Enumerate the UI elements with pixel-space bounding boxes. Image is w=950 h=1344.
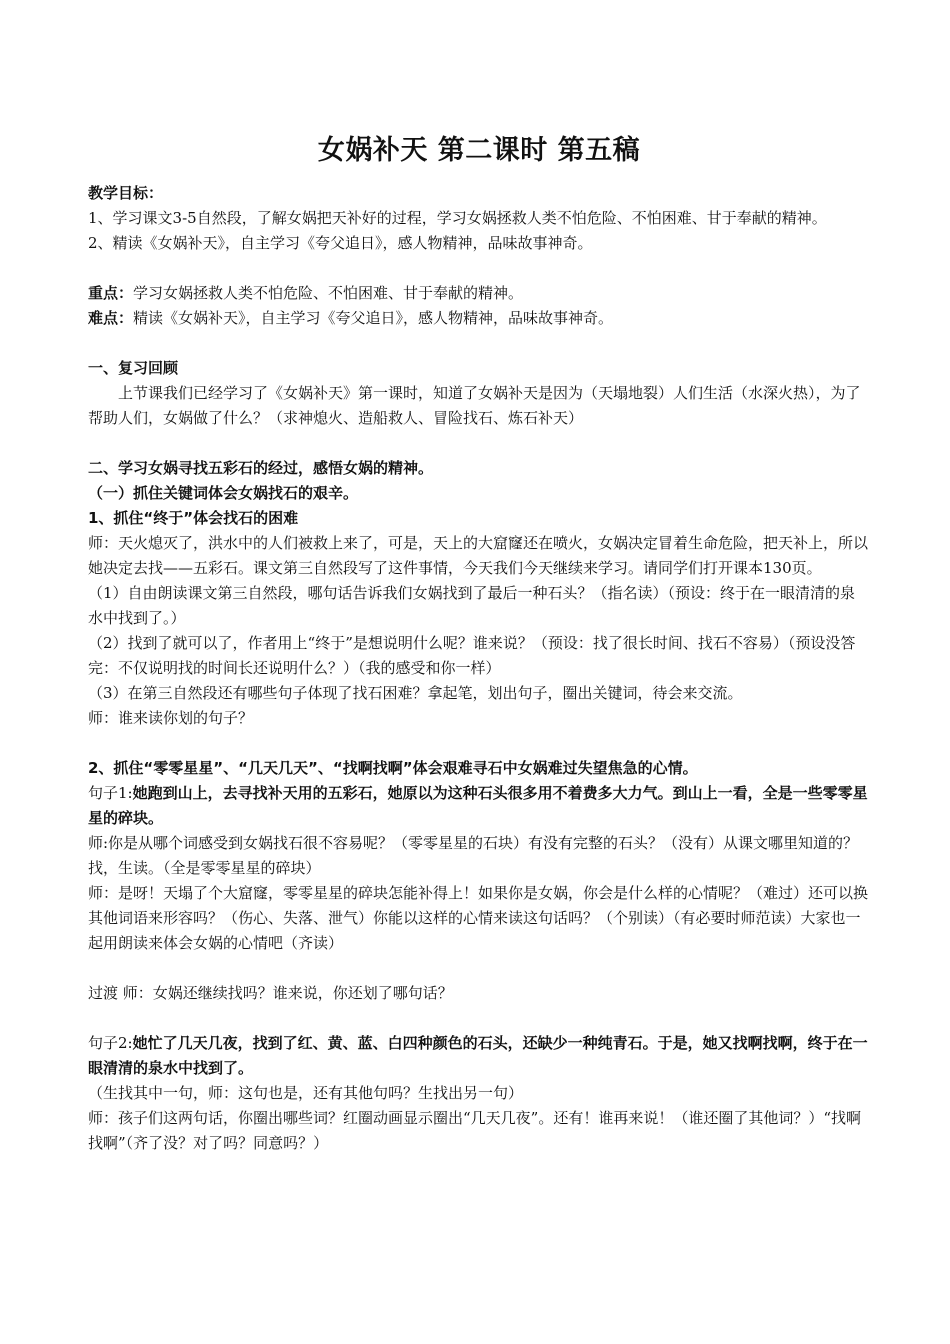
document-title: 女娲补天 第二课时 第五稿 [317, 135, 641, 166]
part-1-question-3: （3）在第三自然段还有哪些句子体现了找石困难？拿起笔，划出句子，圈出关键词，待会来交流。 [88, 684, 743, 702]
difficulty-text: 精读《女娲补天》，自主学习《夸父追日》，感人物精神，品味故事神奇。 [133, 309, 614, 327]
sentence-1-teacher-2: 师：是呀！天塌了个大窟窿，零零星星的碎块怎能补得上！如果你是女娲，你会是什么样的心情呢？（难过）还可以换其他词语来形容吗？（伤心、失落、泄气）你能以这样的心情来读这句话吗？（个别读）（有必要时师范读）大家也一起用朗读来体会女娲的心情吧（齐读） [88, 884, 869, 952]
goal-2: 2、精读《女娲补天》，自主学习《夸父追日》，感人物精神，品味故事神奇。 [88, 234, 593, 252]
sentence-2-text: 她忙了几天几夜，找到了红、黄、蓝、白四种颜色的石头，还缺少一种纯青石。于是，她又找啊找啊，终于在一眼清清的泉水中找到了。 [88, 1034, 868, 1077]
sentence-1-text: 她跑到山上，去寻找补天用的五彩石，她原以为这种石头很多用不着费多大力气。到山上一看，全是一些零零星星的碎块。 [88, 784, 868, 827]
sentence-2-teacher-1: （生找其中一句，师：这句也是，还有其他句吗？生找出另一句） [88, 1084, 524, 1102]
sentence-2-teacher-2: 师：孩子们这两句话，你圈出哪些词？红圈动画显示圈出“几天几夜”。还有！谁再来说！（谁还圈了其他词？）“找啊找啊”（齐了没？对了吗？同意吗？） [88, 1109, 862, 1152]
goal-1: 1、学习课文3-5自然段，了解女娲把天补好的过程，学习女娲拯救人类不怕危险、不怕困难、甘于奉献的精神。 [88, 209, 827, 227]
part-1-question-2: （2）找到了就可以了，作者用上“终于”是想说明什么呢？谁来说？（预设：找了很长时间、找石不容易）（预设没答完：不仅说明找的时间长还说明什么？）（我的感受和你一样） [88, 634, 856, 677]
sentence-1 [88, 781, 870, 831]
goals-heading: 教学目标： [88, 184, 164, 202]
section-1-text: 上节课我们已经学习了《女娲补天》第一课时，知道了女娲补天是因为（天塌地裂）人们生活（水深火热），为了帮助人们，女娲做了什么？（求神熄火、造船救人、冒险找石、炼石补天） [88, 384, 861, 427]
section-2-heading: 二、学习女娲寻找五彩石的经过，感悟女娲的精神。 [88, 459, 434, 477]
part-1-question-1: （1）自由朗读课文第三自然段，哪句话告诉我们女娲找到了最后一种石头？（指名读）（预设：终于在一眼清清的泉水中找到了。） [88, 584, 856, 627]
key-text: 学习女娲拯救人类不怕危险、不怕困难、甘于奉献的精神。 [133, 284, 524, 302]
sentence-2-label: 句子2: [88, 1034, 133, 1052]
section-2-subheading: （一）抓住关键词体会女娲找石的艰辛。 [88, 484, 359, 502]
sentence-1-teacher-1: 师:你是从哪个词感受到女娲找石很不容易呢？（零零星星的石块）有没有完整的石头？（没有）从课文哪里知道的？找，生读。（全是零零星星的碎块） [88, 834, 859, 877]
sentence-2 [88, 1031, 870, 1081]
section-1-heading: 一、复习回顾 [88, 359, 179, 377]
sentence-1-label: 句子1: [88, 784, 133, 802]
part-1-teacher-2: 师：谁来读你划的句子？ [88, 709, 254, 727]
part-1-heading: 1、抓住“终于”体会找石的困难 [88, 509, 299, 527]
part-1-teacher: 师：天火熄灭了，洪水中的人们被救上来了，可是，天上的大窟窿还在喷火，女娲决定冒着生命危险，把天补上，所以她决定去找——五彩石。课文第三自然段写了这件事情，今天我们今天继续来学习。请同学们打开课本130页。 [88, 534, 869, 577]
difficulty-point [88, 306, 870, 331]
key-point [88, 281, 870, 306]
part-2-heading: 2、抓住“零零星星”、“几天几天”、“找啊找啊”体会艰难寻石中女娲难过失望焦急的心情。 [88, 759, 698, 777]
document-page [88, 128, 870, 1156]
difficulty-label: 难点： [88, 309, 134, 327]
transition: 过渡 师：女娲还继续找吗？谁来说，你还划了哪句话？ [88, 984, 453, 1002]
key-label: 重点： [88, 284, 134, 302]
